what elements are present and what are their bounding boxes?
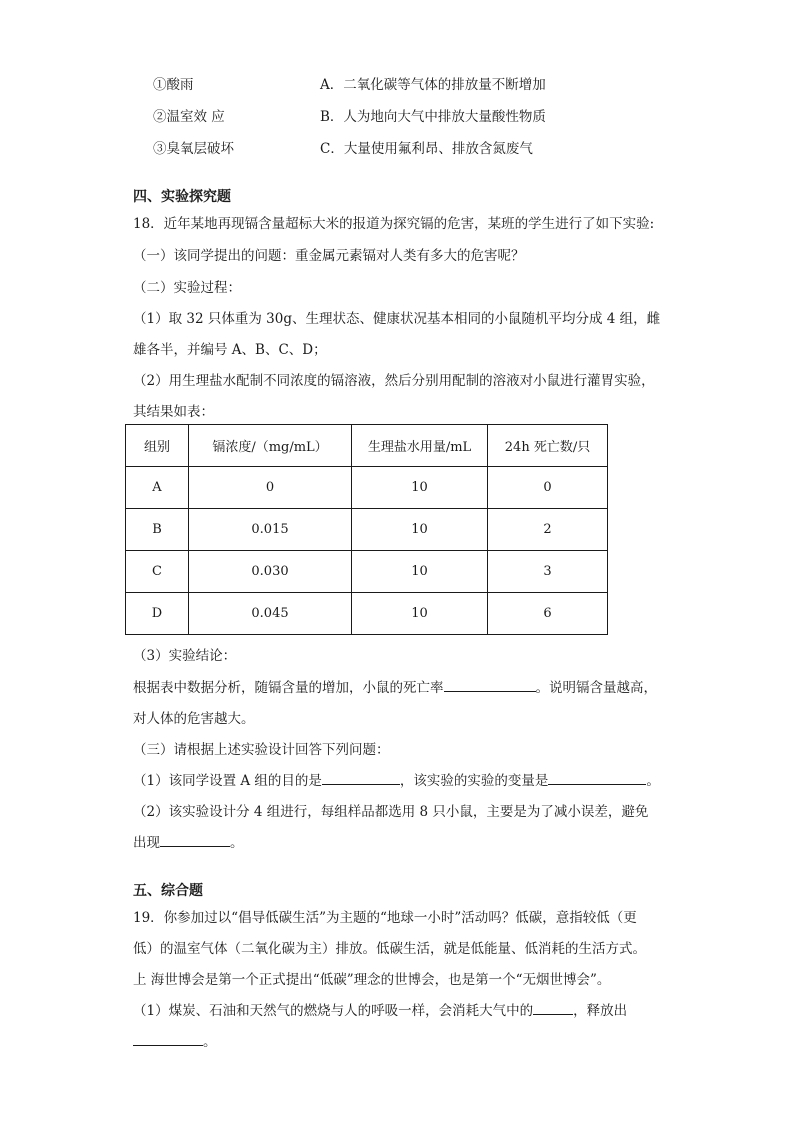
q18-step1-line2: 雄各半，并编号 A、B、C、D； bbox=[133, 342, 327, 358]
table-cell: 0.030 bbox=[189, 551, 352, 593]
text-segment: 出现 bbox=[133, 835, 160, 851]
table-cell: B bbox=[126, 509, 189, 551]
q18-step2-line1: （2）用生理盐水配制不同浓度的镉溶液，然后分别用配制的溶液对小鼠进行灌胃实验， bbox=[133, 373, 655, 389]
text-segment: （1）该同学设置 A 组的目的是 bbox=[133, 773, 322, 789]
table-header: 24h 死亡数/只 bbox=[488, 425, 608, 467]
q18-part3-q2-line2 bbox=[133, 831, 244, 851]
answer-blank[interactable] bbox=[160, 832, 230, 847]
match-right-b: B．人为地向大气中排放大量酸性物质 bbox=[320, 109, 546, 125]
answer-blank[interactable] bbox=[444, 677, 536, 692]
table-header-row bbox=[126, 425, 608, 467]
q19-line3: 上 海世博会是第一个正式提出“低碳”理念的世博会，也是第一个“无烟世博会”。 bbox=[133, 972, 611, 988]
table-header: 镉浓度/（mg/mL） bbox=[189, 425, 352, 467]
table-cell: C bbox=[126, 551, 189, 593]
q18-part3: （三）请根据上述实验设计回答下列问题： bbox=[133, 742, 390, 758]
table-cell: 6 bbox=[488, 593, 608, 635]
table-cell: 0.015 bbox=[189, 509, 352, 551]
q19-sub1-line2 bbox=[133, 1030, 217, 1050]
q19-sub1-line1 bbox=[133, 999, 627, 1019]
section-heading-comprehensive: 五、综合题 bbox=[133, 883, 203, 899]
match-right-a: A．二氧化碳等气体的排放量不断增加 bbox=[320, 77, 546, 93]
table-cell: 10 bbox=[352, 467, 488, 509]
cadmium-results-table bbox=[125, 424, 608, 635]
q18-part3-q2-line1: （2）该实验设计分 4 组进行，每组样品都选用 8 只小鼠，主要是为了减小误差，避免 bbox=[133, 804, 649, 820]
text-segment: （1）煤炭、石油和天然气的燃烧与人的呼吸一样，会消耗大气中的 bbox=[133, 1003, 534, 1019]
match-left-3: ③臭氧层破坏 bbox=[153, 141, 234, 157]
text-segment: 根据表中数据分析，随镉含量的增加，小鼠的死亡率 bbox=[133, 680, 444, 696]
q18-process: （二）实验过程： bbox=[133, 280, 241, 296]
table-row bbox=[126, 467, 608, 509]
match-left-1: ①酸雨 bbox=[153, 77, 194, 93]
table-cell: 0 bbox=[488, 467, 608, 509]
q18-question: （一）该同学提出的问题：重金属元素镉对人类有多大的危害呢？ bbox=[133, 248, 525, 264]
table-cell: 10 bbox=[352, 509, 488, 551]
table-cell: D bbox=[126, 593, 189, 635]
match-left-2: ②温室效 应 bbox=[153, 109, 225, 125]
q19-line2: 低）的温室气体（二氧化碳为主）排放。低碳生活，就是低能量、低消耗的生活方式。 bbox=[133, 941, 646, 957]
q19-line1: 19．你参加过以“倡导低碳生活”为主题的“地球一小时”活动吗？低碳，意指较低（更 bbox=[133, 910, 637, 926]
text-segment: 。 bbox=[646, 773, 660, 789]
table-row bbox=[126, 593, 608, 635]
table-cell: 0.045 bbox=[189, 593, 352, 635]
text-segment: 。 bbox=[230, 835, 244, 851]
text-segment: ，释放出 bbox=[573, 1003, 628, 1019]
q18-part3-q1 bbox=[133, 769, 660, 789]
answer-blank[interactable] bbox=[548, 770, 646, 785]
table-cell: 10 bbox=[352, 593, 488, 635]
q18-step2-line2: 其结果如表： bbox=[133, 404, 214, 420]
text-segment: 。说明镉含量越高， bbox=[535, 680, 657, 696]
table-cell: 10 bbox=[352, 551, 488, 593]
q18-conclusion-line2: 对人体的危害越大。 bbox=[133, 711, 255, 727]
table-row bbox=[126, 551, 608, 593]
table-cell: 3 bbox=[488, 551, 608, 593]
q18-step1-line1: （1）取 32 只体重为 30g、生理状态、健康状况基本相同的小鼠随机平均分成 4 组，雌 bbox=[133, 311, 661, 327]
answer-blank[interactable] bbox=[533, 1000, 573, 1015]
q18-conclusion-label: （3）实验结论： bbox=[133, 648, 237, 664]
text-segment: ，该实验的实验的变量是 bbox=[399, 773, 549, 789]
q18-conclusion-line1 bbox=[133, 676, 657, 696]
q18-intro: 18．近年某地再现镉含量超标大米的报道为探究镉的危害，某班的学生进行了如下实验: bbox=[133, 216, 655, 232]
table-header: 组别 bbox=[126, 425, 189, 467]
table-row bbox=[126, 509, 608, 551]
table-header: 生理盐水用量/mL bbox=[352, 425, 488, 467]
table-cell: 0 bbox=[189, 467, 352, 509]
table-cell: 2 bbox=[488, 509, 608, 551]
table-cell: A bbox=[126, 467, 189, 509]
answer-blank[interactable] bbox=[133, 1031, 203, 1046]
match-right-c: C．大量使用氟利昂、排放含氮废气 bbox=[320, 141, 533, 157]
answer-blank[interactable] bbox=[322, 770, 400, 785]
text-segment: 。 bbox=[203, 1034, 217, 1050]
section-heading-experiment: 四、实验探究题 bbox=[133, 189, 231, 205]
